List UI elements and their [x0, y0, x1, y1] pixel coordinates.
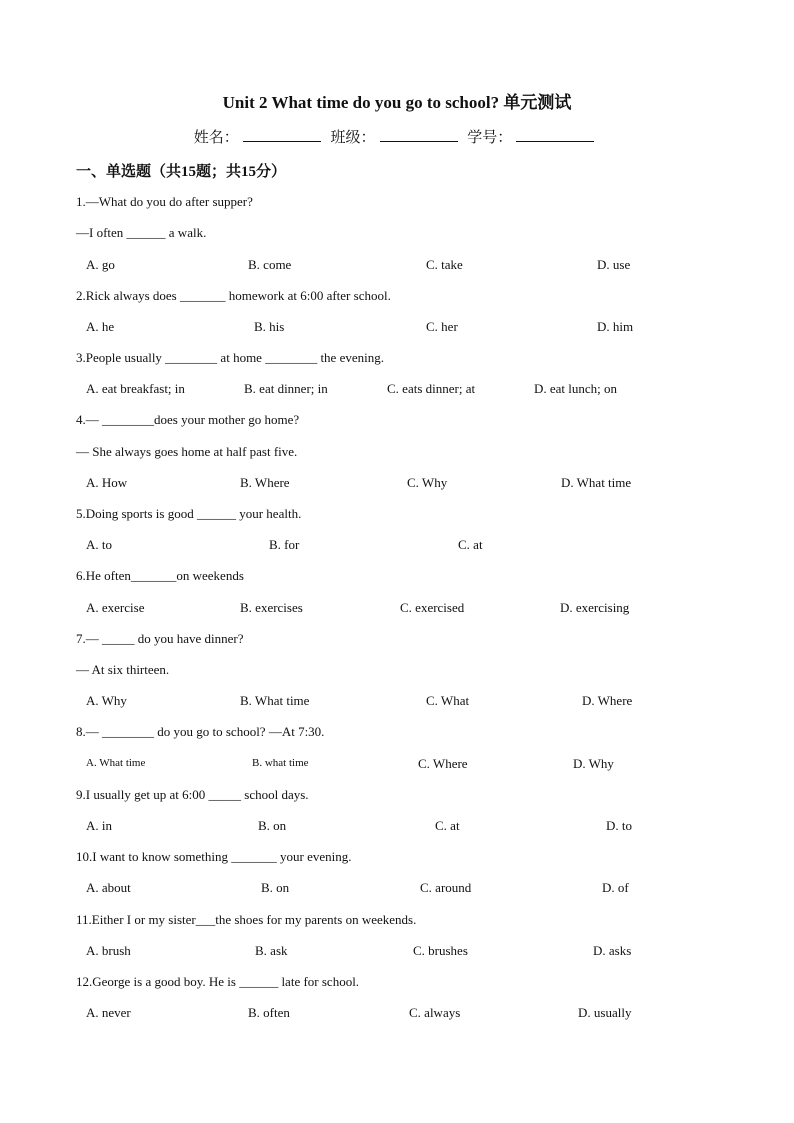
question-4-option-d[interactable]: D. What time — [561, 475, 632, 490]
question-3-stem: 3.People usually ________ at home ________ the evening. — [76, 350, 384, 365]
question-6-option-d[interactable]: D. exercising — [560, 600, 630, 615]
id-label: 学号： — [467, 130, 513, 146]
question-1-option-b[interactable]: B. come — [248, 257, 292, 272]
question-3-option-c[interactable]: C. eats dinner; at — [387, 381, 476, 396]
question-10-option-a[interactable]: A. about — [86, 880, 131, 895]
question-2-option-b[interactable]: B. his — [254, 319, 285, 334]
question-7-option-a[interactable]: A. Why — [86, 693, 127, 708]
question-11-stem: 11.Either I or my sister___the shoes for my parents on weekends. — [76, 912, 417, 927]
question-10-option-d[interactable]: D. of — [602, 880, 629, 895]
question-8-stem: 8.— ________ do you go to school? —At 7:30. — [76, 724, 325, 739]
question-4-stem: 4.— ________does your mother go home? — [76, 412, 300, 427]
question-9-option-c[interactable]: C. at — [435, 818, 460, 833]
question-2-stem: 2.Rick always does _______ homework at 6:00 after school. — [76, 288, 391, 303]
question-3-option-d[interactable]: D. eat lunch; on — [534, 381, 618, 396]
question-6-option-b[interactable]: B. exercises — [240, 600, 303, 615]
question-5-stem: 5.Doing sports is good ______ your health. — [76, 506, 302, 521]
student-info-row — [0, 126, 794, 147]
question-2-option-c[interactable]: C. her — [426, 319, 458, 334]
question-7-option-b[interactable]: B. What time — [240, 693, 310, 708]
question-1-option-c[interactable]: C. take — [426, 257, 463, 272]
question-3-option-a[interactable]: A. eat breakfast; in — [86, 381, 185, 396]
question-7-option-c[interactable]: C. What — [426, 693, 470, 708]
question-7-stem: 7.— _____ do you have dinner? — [76, 631, 244, 646]
page-title: Unit 2 What time do you go to school? 单元测试 — [222, 93, 572, 112]
question-3-option-b[interactable]: B. eat dinner; in — [244, 381, 328, 396]
question-6-stem: 6.He often_______on weekends — [76, 568, 244, 583]
name-label: 姓名： — [193, 130, 239, 146]
question-12-stem: 12.George is a good boy. He is ______ late for school. — [76, 974, 360, 989]
question-4-option-c[interactable]: C. Why — [407, 475, 448, 490]
question-9-option-a[interactable]: A. in — [86, 818, 112, 833]
class-blank[interactable] — [380, 127, 458, 142]
question-5-option-c[interactable]: C. at — [458, 537, 483, 552]
question-8-option-a[interactable]: A. What time — [86, 757, 146, 769]
question-8-option-c[interactable]: C. Where — [418, 756, 468, 771]
name-blank[interactable] — [243, 127, 321, 142]
question-6-option-a[interactable]: A. exercise — [86, 600, 145, 615]
question-6-option-c[interactable]: C. exercised — [400, 600, 465, 615]
question-11-option-b[interactable]: B. ask — [255, 943, 288, 958]
question-1-option-d[interactable]: D. use — [597, 257, 631, 272]
question-12-option-d[interactable]: D. usually — [578, 1005, 632, 1020]
question-2-option-d[interactable]: D. him — [597, 319, 634, 334]
question-5-option-b[interactable]: B. for — [269, 537, 300, 552]
question-9-option-d[interactable]: D. to — [606, 818, 632, 833]
section-heading: 一、单选题（共15题；共15分） — [76, 164, 287, 180]
question-4-option-b[interactable]: B. Where — [240, 475, 290, 490]
class-label: 班级： — [330, 130, 376, 146]
question-11-option-d[interactable]: D. asks — [593, 943, 632, 958]
question-4-reply: — She always goes home at half past five. — [76, 444, 298, 459]
id-blank[interactable] — [516, 127, 594, 142]
question-10-option-b[interactable]: B. on — [261, 880, 290, 895]
question-4-option-a[interactable]: A. How — [86, 475, 128, 490]
question-9-stem: 9.I usually get up at 6:00 _____ school days. — [76, 787, 309, 802]
question-12-option-c[interactable]: C. always — [409, 1005, 461, 1020]
question-12-option-a[interactable]: A. never — [86, 1005, 131, 1020]
question-2-option-a[interactable]: A. he — [86, 319, 115, 334]
question-8-option-d[interactable]: D. Why — [573, 756, 614, 771]
question-11-option-c[interactable]: C. brushes — [413, 943, 468, 958]
question-9-option-b[interactable]: B. on — [258, 818, 287, 833]
question-1-reply: —I often ______ a walk. — [76, 225, 207, 240]
question-5-option-a[interactable]: A. to — [86, 537, 112, 552]
question-1-stem: 1.—What do you do after supper? — [76, 194, 253, 209]
question-10-option-c[interactable]: C. around — [420, 880, 472, 895]
question-11-option-a[interactable]: A. brush — [86, 943, 131, 958]
question-12-option-b[interactable]: B. often — [248, 1005, 290, 1020]
question-7-reply: — At six thirteen. — [76, 662, 170, 677]
question-10-stem: 10.I want to know something _______ your evening. — [76, 849, 352, 864]
question-7-option-d[interactable]: D. Where — [582, 693, 633, 708]
question-1-option-a[interactable]: A. go — [86, 257, 115, 272]
question-8-option-b[interactable]: B. what time — [252, 757, 309, 769]
